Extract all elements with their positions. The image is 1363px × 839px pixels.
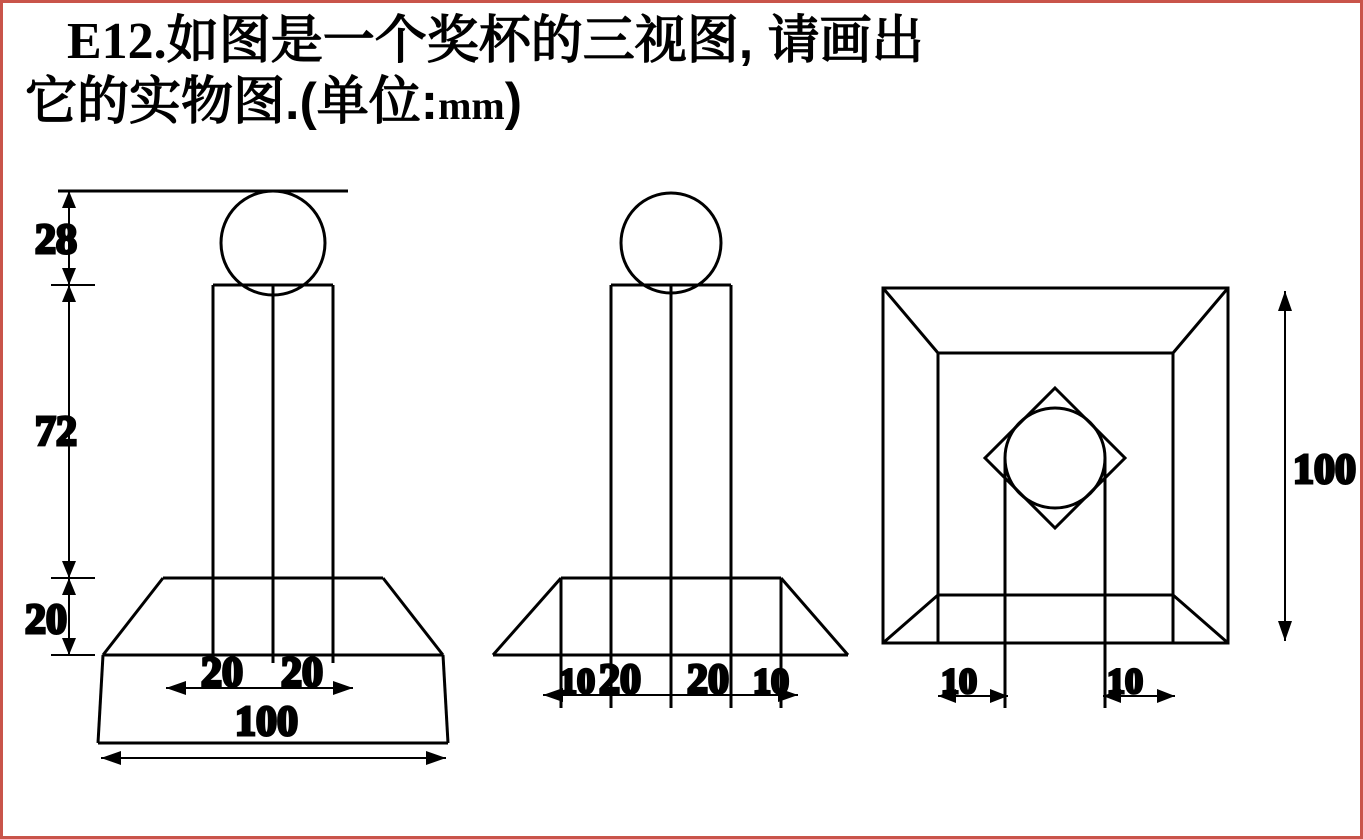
top-outer-square: [883, 288, 1228, 643]
front-block-left: [98, 655, 103, 743]
front-dim-20b-arrow-right: [333, 681, 353, 695]
question-code: E12.: [67, 13, 167, 70]
question-line2-end: ): [504, 73, 523, 132]
question-line1: 如图是一个奖杯的三视图, 请画出: [166, 12, 924, 70]
top-label-100: 100: [1293, 447, 1356, 493]
front-label-20: 20: [25, 597, 67, 643]
front-dim-28-arrow-top: [62, 191, 76, 208]
front-dim-100-arrow-right: [426, 751, 446, 765]
front-block-right: [443, 655, 448, 743]
top-diag-bl: [883, 595, 938, 643]
top-dim-10b-arrow-right: [1157, 689, 1175, 703]
front-dim-100-arrow-left: [101, 751, 121, 765]
question-unit: mm: [438, 83, 505, 129]
top-inner-square: [938, 353, 1173, 643]
front-label-28: 28: [35, 217, 77, 263]
front-base-left-slope: [103, 578, 163, 655]
top-diag-tr: [1173, 288, 1228, 353]
side-label-20a: 20: [599, 657, 641, 703]
front-dim-72-arrow-bottom: [62, 561, 76, 578]
front-label-20b: 20: [281, 650, 323, 696]
front-view: [25, 191, 448, 765]
side-label-10a: 10: [559, 661, 595, 701]
side-bowl-circle: [621, 193, 721, 293]
side-view: [493, 193, 848, 708]
side-base-right-slope: [781, 578, 848, 655]
front-label-20a: 20: [201, 650, 243, 696]
side-label-10b: 10: [753, 661, 789, 701]
top-dim-100-arrow-bottom: [1278, 621, 1292, 641]
side-base-left-slope: [493, 578, 561, 655]
front-base-right-slope: [383, 578, 443, 655]
front-label-72: 72: [35, 409, 77, 455]
front-dim-20a-arrow-left: [166, 681, 186, 695]
side-label-20b: 20: [687, 657, 729, 703]
top-bowl-circle: [1005, 408, 1105, 508]
top-label-10a: 10: [941, 661, 977, 701]
question-text: [25, 11, 1335, 134]
top-label-10b: 10: [1107, 661, 1143, 701]
front-bowl-circle: [221, 191, 325, 295]
three-view-drawing: [3, 163, 1360, 833]
top-dim-100-arrow-top: [1278, 291, 1292, 311]
front-dim-28-arrow-bottom: [62, 268, 76, 285]
top-diag-br: [1173, 595, 1228, 643]
front-label-100: 100: [235, 699, 298, 745]
top-diag-tl: [883, 288, 938, 353]
front-dim-72-arrow-top: [62, 285, 76, 302]
top-view: [883, 288, 1356, 708]
drawing-svg: [3, 163, 1360, 833]
front-dim-20-arrow-top: [62, 578, 76, 595]
question-line2: 它的实物图.(单位:: [25, 73, 439, 132]
